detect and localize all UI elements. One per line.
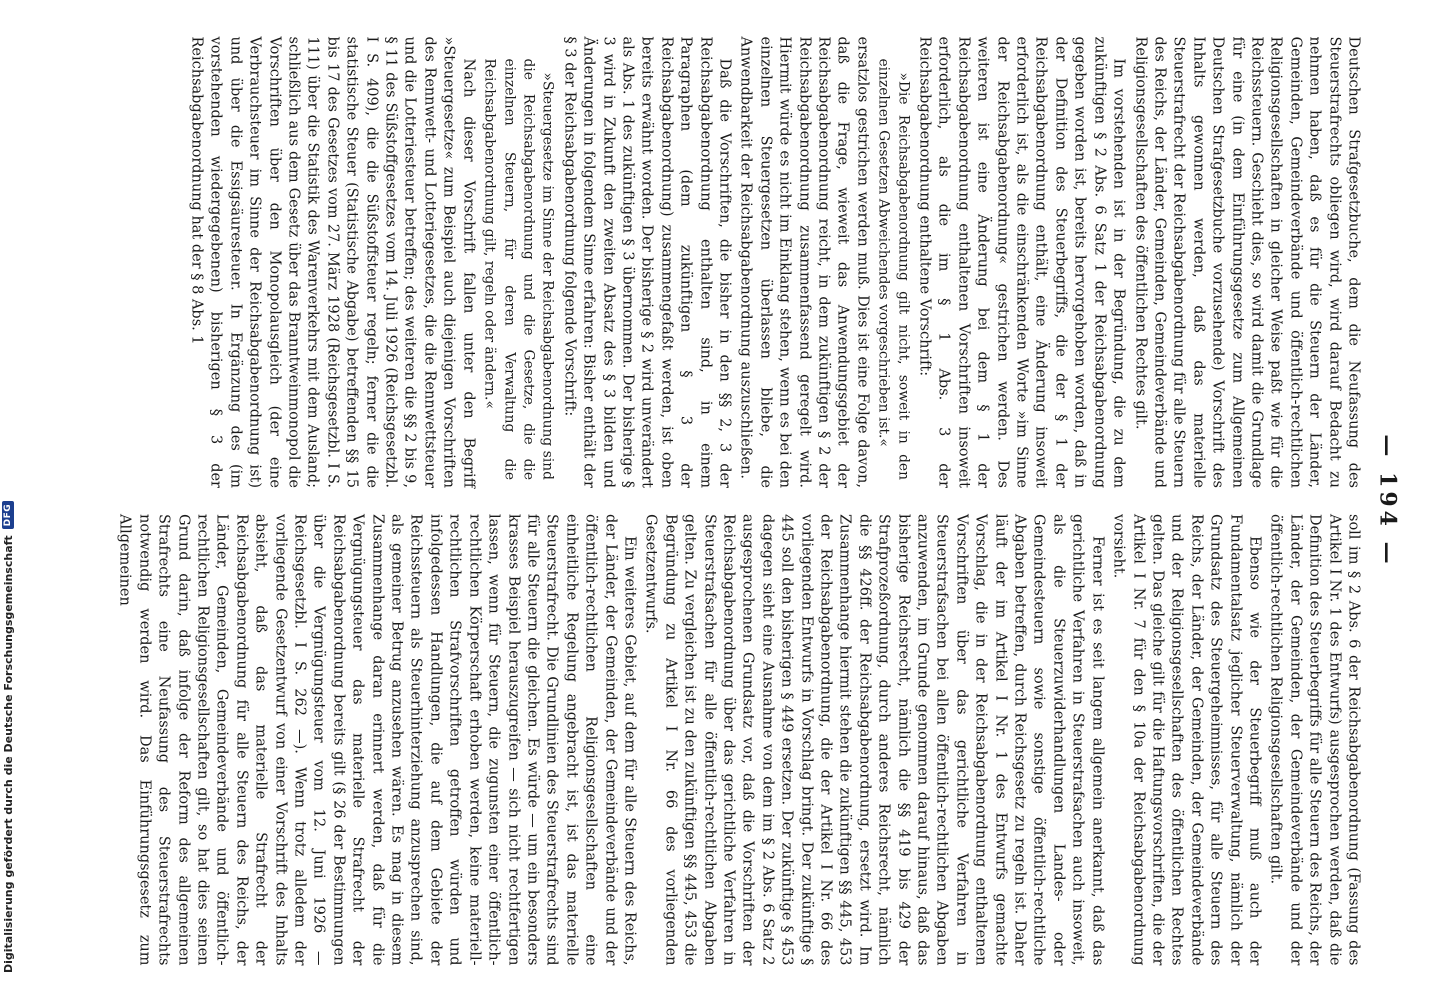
paragraph: Ebenso wie der Steuerbegriff muß auch der Fundamentalsatz jeglicher Steuerverwaltung, nämlich der Grundsatz des Steuergeheimnisses, für alle Steuern des Reichs, der Länder, der Gemeinden, der Gemeindeverbände und der Religionsgesellschaften des öffentlichen Rechtes gelten. Das gleiche gilt für die Haftungsvorschriften, die der Artikel I Nr. 7 für den § 10a der Reichsabgabenordnung vorsieht. bbox=[1110, 513, 1262, 965]
credit-text: Digitalisierung gefördert durch die Deutsche Forschungsgemeinschaft bbox=[1, 535, 15, 973]
dfg-logo: DFG bbox=[2, 501, 14, 530]
paragraph: soll im § 2 Abs. 6 der Reichsabgabenordnung (Fassung des Artikel I Nr. 1 des Entwurfs) ausgesprochen werden, daß die Definition des Steuerbegriffs für alle Steuern des Reichs, der Länder, der Gemeinden, der Gemeindeverbände und der öffentlich-rechtlichen Religionsgesellschaften gilt. bbox=[1267, 513, 1361, 965]
quoted-paragraph: »Steuergesetze im Sinne der Reichsabgabenordnung sind die Reichsabgabenordnung und die Gesetze, die die einzelnen Steuern, für deren Verwaltung die Reichsabgabenordnung gilt, regeln oder ändern.« bbox=[481, 58, 556, 480]
page-number: — 194 — bbox=[1374, 433, 1400, 568]
text-columns bbox=[116, 36, 1362, 965]
paragraph: Ein weiteres Gebiet, auf dem für alle Steuern des Reichs, der Länder, der Gemeinden, der Gemeindeverbände und der öffentlich-rechtlichen Religionsgesellschaften eine einheitliche Regelung angebracht ist, ist das materielle Steuerstrafrecht. Die Grundlinien des Steuerstrafrechts sind für alle Steuern die gleichen. Es würde — um ein besonders krasses Beispiel herauszugreifen — sich nicht rechtfertigen lassen, wenn für Steuern, die zugunsten einer öffentlich-rechtlichen Körperschaft erhoben werden, keine materiell-rechtlichen Strafvorschriften getroffen würden und infolgedessen Handlungen, die auf dem Gebiete der Reichssteuern als Steuerhinterziehung anzusprechen sind, als gemeiner Betrug anzusehen wären. Es mag in diesem Zusammenhange daran erinnert werden, daß für die Vergnügungsteuer das materielle Strafrecht der Reichsabgabenordnung bereits gilt (§ 26 der Bestimmungen über die Vergnügungsteuer vom 12. Juni 1926 — Reichsgesetzbl. I S. 262 —). Wenn trotz alledem der vorliegende Gesetzentwurf von einer Vorschrift des Inhalts absieht, daß das materielle Strafrecht der Reichsabgabenordnung für alle Steuern des Reichs, der Länder, Gemeinden, Gemeindeverbände und öffentlich-rechtlichen Religionsgesellschaften gilt, so hat dies seinen Grund darin, daß infolge der Reform des allgemeinen Strafrechts eine Neufassung des Steuerstrafrechts notwendig werden wird. Das Einführungsgesetz zum Allgemeinen bbox=[116, 513, 637, 965]
paragraph: ersatzlos gestrichen werden muß. Dies ist eine Folge davon, daß die Frage, wieweit das Anwendungsgebiet der Reichsabgabenordnung reicht, in dem zukünftigen § 2 der Reichsabgabenordnung zusammenfassend geregelt wird. Hiermit würde es nicht im Einklang stehen, wenn es bei den einzelnen Steuergesetzen überlassen bliebe, die Anwendbarkeit der Reichsabgabenordnung auszuschließen. bbox=[737, 36, 870, 488]
left-column bbox=[162, 36, 1362, 488]
page-content bbox=[116, 18, 1410, 983]
paragraph: Nach dieser Vorschrift fallen unter den Begriff »Steuergesetze« zum Beispiel auch diejenigen Vorschriften des Rennwett- und Lotteriegesetzes, die die Rennwettsteuer und die Lotteriesteuer betreffen; des weiteren die §§ 2 bis 9, § 11 des Süßstoffgesetzes vom 14. Juli 1926 (Reichsgesetzbl. I S. 409), die die Süßstoffsteuer regeln; ferner die die statistische Steuer (Statistische Abgabe) betreffenden §§ 15 bis 17 des Gesetzes vom 27. März 1928 (Reichsgesetzbl. I S. 111) über die Statistik des Warenverkehrs mit dem Ausland; schließlich aus dem Gesetz über das Branntweinmonopol die Vorschriften über den Monopolausgleich (der eine Verbrauchsteuer im Sinne der Reichsabgabenordnung ist) und über die Essigsäuresteuer. In Ergänzung des (im vorstehenden wiedergegebenen) bisherigen § 3 der Reichsabgabenordnung hat der § 8 Abs. 1 bbox=[188, 36, 476, 488]
paragraph: Daß die Vorschriften, die bisher in den §§ 2, 3 der Reichsabgabenordnung enthalten sind, in einem Paragraphen (dem zukünftigen § 3 der Reichsabgabenordnung) zusammengefaßt werden, ist oben bereits erwähnt worden. Der bisherige § 2 wird unverändert als Abs. 1 des zukünftigen § 3 übernommen. Der bisherige § 3 wird in Zukunft den zweiten Absatz des § 3 bilden und Änderungen in folgendem Sinne erfahren: Bisher enthält der § 3 der Reichsabgabenordnung folgende Vorschrift: bbox=[560, 36, 732, 488]
scanned-page bbox=[116, 18, 1410, 983]
digitization-credit bbox=[0, 13, 16, 973]
paragraph: Im vorstehenden ist in der Begründung, die zu dem zukünftigen § 2 Abs. 6 Satz 1 der Reichsabgabenordnung gegeben worden ist, bereits hervorgehoben worden, daß in der Definition des Steuerbegriffs, die der § 1 der Reichsabgabenordnung enthält, eine Änderung insoweit erforderlich ist, als die einschränkenden Worte »im Sinne der Reichsabgabenordnung« gestrichen werden. Des weiteren ist eine Änderung bei dem § 1 der Reichsabgabenordnung enthaltenen Vorschriften insoweit erforderlich, als die im § 1 Abs. 3 der Reichsabgabenordnung enthaltene Vorschrift: bbox=[916, 36, 1127, 488]
paragraph: Ferner ist es seit langem allgemein anerkannt, daß das gerichtliche Verfahren in Steuerstrafsachen auch insoweit, als die Steuerzuwiderhandlungen Landes- oder Gemeindesteuern sowie sonstige öffentlich-rechtliche Abgaben betreffen, durch Reichsgesetz zu regeln ist. Daher läuft der im Artikel I Nr. 1 des Entwurfs gemachte Vorschlag, die in der Reichsabgabenordnung enthaltenen Vorschriften über das gerichtliche Verfahren in Steuerstrafsachen bei allen öffentlich-rechtlichen Abgaben anzuwenden, im Grunde genommen darauf hinaus, daß das bisherige Reichsrecht, nämlich die §§ 419 bis 429 der Strafprozeßordnung, durch anderes Reichsrecht, nämlich die §§ 426ff. der Reichsabgabenordnung, ersetzt wird. Im Zusammenhange hiermit stehen die zukünftigen §§ 445, 453 der Reichsabgabenordnung, die der Artikel I Nr. 66 des vorliegenden Entwurfs in Vorschlag bringt. Der zukünftige § 445 soll den bisherigen § 449 ersetzen. Der zukünftige § 453 dagegen sieht eine Ausnahme von dem im § 2 Abs. 6 Satz 2 ausgesprochenen Grundsatz vor, daß die Vorschriften der Reichsabgabenordnung über das gerichtliche Verfahren in Steuerstrafsachen für alle öffentlich-rechtlichen Abgaben gelten. Zu vergleichen ist zu den zukünftigen §§ 445, 453 die Begründung zu Artikel I Nr. 66 des vorliegenden Gesetzentwurfs. bbox=[642, 513, 1105, 965]
quoted-paragraph: »Die Reichsabgabenordnung gilt nicht, soweit in den einzelnen Gesetzen Abweichendes vorgeschrieben ist.« bbox=[875, 58, 911, 480]
paragraph: Deutschen Strafgesetzbuche, dem die Neufassung des Steuerstrafrechts obliegen wird, wird darauf Bedacht zu nehmen haben, daß es für die Steuern der Länder, Gemeinden, Gemeindeverbände und öffentlich-rechtlichen Religionsgesellschaften in gleicher Weise paßt wie für die Reichssteuern. Geschieht dies, so wird damit die Grundlage für eine (in dem Einführungsgesetze zum Allgemeinen Deutschen Strafgesetzbuche vorzusehende) Vorschrift des Inhalts gewonnen werden, daß das materielle Steuerstrafrecht der Reichsabgabenordnung für alle Steuern des Reichs, der Länder, Gemeinden, Gemeindeverbände und Religionsgesellschaften des öffentlichen Rechtes gilt. bbox=[1131, 36, 1361, 488]
right-column bbox=[116, 513, 1362, 966]
